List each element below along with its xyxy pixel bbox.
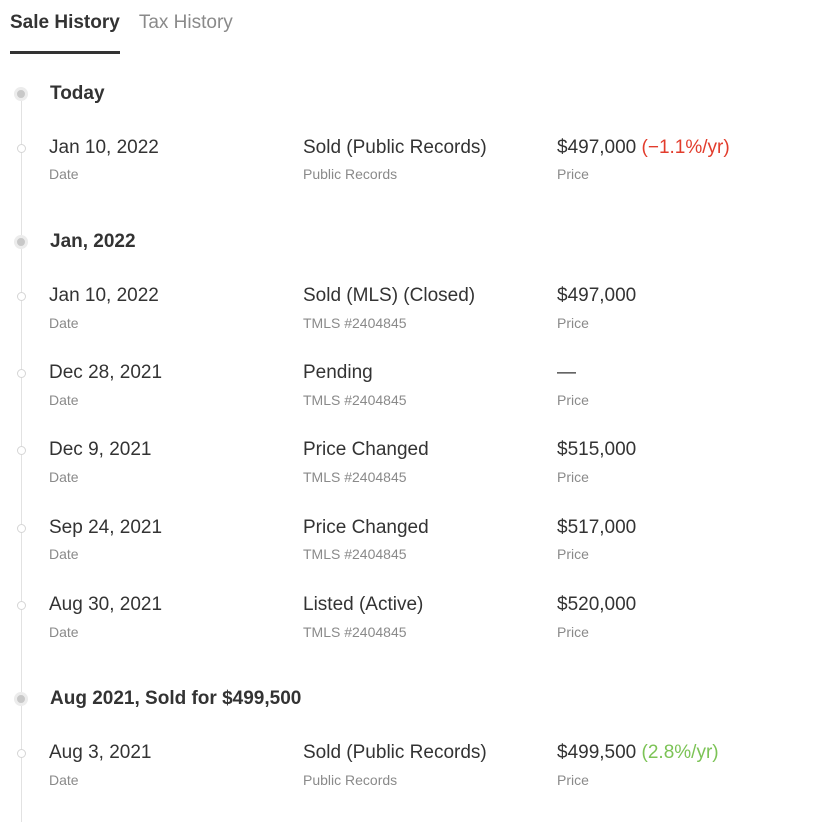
event-source: Public Records bbox=[303, 166, 398, 182]
event-date-label: Date bbox=[49, 392, 79, 408]
event-date: Aug 3, 2021 bbox=[49, 742, 152, 763]
tab-tax-history[interactable]: Tax History bbox=[138, 12, 233, 33]
event-source: TMLS #2404845 bbox=[303, 546, 407, 562]
price-value: $499,500 bbox=[557, 742, 637, 763]
event-price-label: Price bbox=[557, 166, 589, 182]
timeline-group-marker bbox=[14, 235, 28, 249]
event-type: Listed (Active) bbox=[303, 594, 424, 615]
event-date-label: Date bbox=[49, 772, 79, 788]
event-price: $520,000 bbox=[557, 594, 637, 615]
event-price-label: Price bbox=[557, 315, 589, 331]
event-date-label: Date bbox=[49, 546, 79, 562]
timeline-event-marker bbox=[17, 144, 26, 153]
event-type: Sold (MLS) (Closed) bbox=[303, 285, 476, 306]
timeline-event-marker bbox=[17, 292, 26, 301]
timeline-event-marker bbox=[17, 749, 26, 758]
event-date: Aug 30, 2021 bbox=[49, 594, 163, 615]
event-source: TMLS #2404845 bbox=[303, 624, 407, 640]
timeline-event-marker bbox=[17, 524, 26, 533]
event-type: Sold (Public Records) bbox=[303, 137, 487, 158]
price-change-positive: (2.8%/yr) bbox=[641, 742, 719, 763]
event-date-label: Date bbox=[49, 166, 79, 182]
timeline-event-marker bbox=[17, 601, 26, 610]
group-title-aug-2021: Aug 2021, Sold for $499,500 bbox=[50, 688, 302, 709]
event-date-label: Date bbox=[49, 624, 79, 640]
tab-sale-history[interactable]: Sale History bbox=[10, 0, 120, 54]
event-type: Price Changed bbox=[303, 439, 429, 460]
event-price-label: Price bbox=[557, 772, 589, 788]
event-price bbox=[557, 742, 719, 764]
event-price: $517,000 bbox=[557, 517, 637, 538]
event-price: $497,000 bbox=[557, 285, 637, 306]
history-tabs bbox=[10, 0, 252, 54]
price-value: $497,000 bbox=[557, 137, 637, 158]
event-source: TMLS #2404845 bbox=[303, 469, 407, 485]
event-type: Pending bbox=[303, 362, 373, 383]
event-date: Jan 10, 2022 bbox=[49, 285, 159, 306]
timeline-event-marker bbox=[17, 446, 26, 455]
event-date-label: Date bbox=[49, 469, 79, 485]
event-date: Jan 10, 2022 bbox=[49, 137, 159, 158]
event-price: $515,000 bbox=[557, 439, 637, 460]
timeline-group-marker bbox=[14, 692, 28, 706]
event-date: Dec 28, 2021 bbox=[49, 362, 163, 383]
event-price-label: Price bbox=[557, 546, 589, 562]
event-price-label: Price bbox=[557, 624, 589, 640]
price-change-negative: (−1.1%/yr) bbox=[641, 137, 730, 158]
timeline-group-marker bbox=[14, 87, 28, 101]
timeline-event-marker bbox=[17, 369, 26, 378]
group-title-today: Today bbox=[50, 83, 105, 104]
event-source: Public Records bbox=[303, 772, 398, 788]
event-date: Sep 24, 2021 bbox=[49, 517, 163, 538]
event-price: — bbox=[557, 362, 576, 383]
event-type: Price Changed bbox=[303, 517, 429, 538]
timeline-line bbox=[21, 96, 22, 822]
event-price-label: Price bbox=[557, 469, 589, 485]
event-type: Sold (Public Records) bbox=[303, 742, 487, 763]
event-source: TMLS #2404845 bbox=[303, 392, 407, 408]
event-price bbox=[557, 137, 730, 159]
event-date-label: Date bbox=[49, 315, 79, 331]
event-source: TMLS #2404845 bbox=[303, 315, 407, 331]
event-price-label: Price bbox=[557, 392, 589, 408]
event-date: Dec 9, 2021 bbox=[49, 439, 152, 460]
group-title-jan-2022: Jan, 2022 bbox=[50, 231, 136, 252]
